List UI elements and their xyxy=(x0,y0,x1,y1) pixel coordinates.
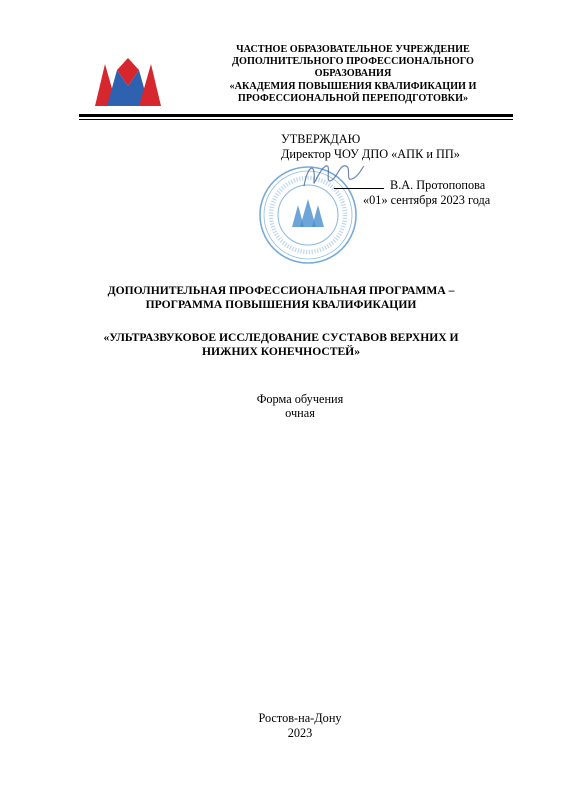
org-line: ДОПОЛНИТЕЛЬНОГО ПРОФЕССИОНАЛЬНОГО xyxy=(232,56,474,68)
city: Ростов-на-Дону xyxy=(258,711,342,725)
academy-logo xyxy=(93,56,163,108)
org-line: ОБРАЗОВАНИЯ xyxy=(314,68,392,80)
study-form xyxy=(200,392,400,420)
program-title xyxy=(60,284,502,311)
program-name-line: «УЛЬТРАЗВУКОВОЕ ИССЛЕДОВАНИЕ СУСТАВОВ ВЕРХНИХ И xyxy=(103,331,459,344)
signature-line xyxy=(334,177,485,192)
document-footer xyxy=(200,711,400,740)
study-form-label: Форма обучения xyxy=(256,392,344,406)
signature-underline xyxy=(334,177,384,189)
org-line: ПРОФЕССИОНАЛЬНОЙ ПЕРЕПОДГОТОВКИ» xyxy=(237,92,469,104)
year: 2023 xyxy=(287,725,313,740)
program-name xyxy=(60,331,502,358)
header-divider-thin xyxy=(79,119,513,120)
approval-date: «01» сентября 2023 года xyxy=(363,193,491,207)
program-name-line: НИЖНИХ КОНЕЧНОСТЕЙ» xyxy=(201,344,361,358)
header-divider-thick xyxy=(79,114,513,117)
program-title-line: ПРОГРАММА ПОВЫШЕНИЯ КВАЛИФИКАЦИИ xyxy=(145,297,417,311)
program-title-line: ДОПОЛНИТЕЛЬНАЯ ПРОФЕССИОНАЛЬНАЯ ПРОГРАММА – xyxy=(107,284,455,297)
org-line: «АКАДЕМИЯ ПОВЫШЕНИЯ КВАЛИФИКАЦИИ И xyxy=(229,80,477,92)
org-line: ЧАСТНОЕ ОБРАЗОВАТЕЛЬНОЕ УЧРЕЖДЕНИЕ xyxy=(236,44,470,55)
approval-heading: УТВЕРЖДАЮ xyxy=(281,132,361,146)
director-name: В.А. Протопопова xyxy=(390,178,486,192)
study-form-value: очная xyxy=(285,406,315,420)
director-title: Директор ЧОУ ДПО «АПК и ПП» xyxy=(281,147,460,161)
organization-name xyxy=(196,44,510,105)
